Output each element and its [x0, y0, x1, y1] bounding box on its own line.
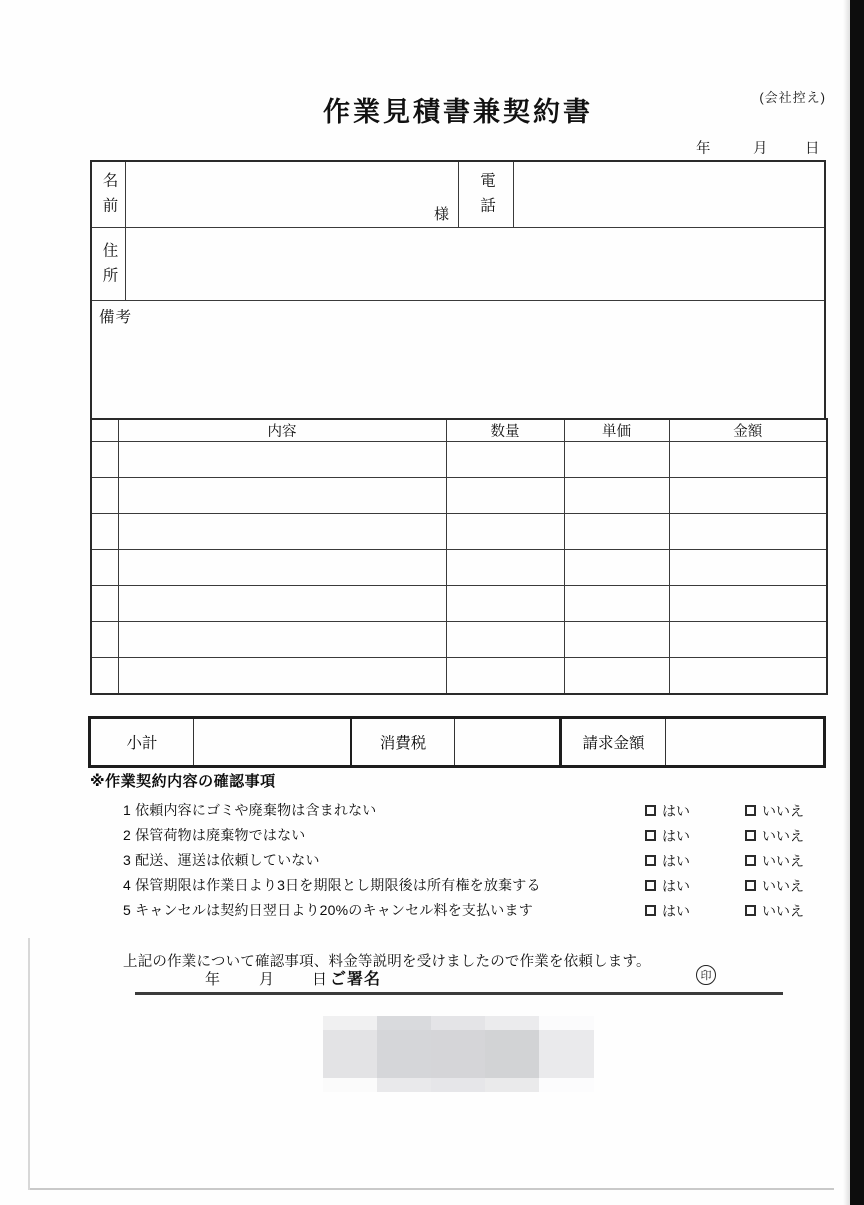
confirmation-item-1: 1 依頼内容にゴミや廃棄物は含まれない: [123, 802, 377, 818]
no-checkbox[interactable]: [745, 830, 756, 841]
yes-label: はい: [662, 852, 690, 869]
address-label-cell: [92, 228, 126, 300]
scan-edge-shadow: [843, 0, 850, 1205]
item-amount-cell[interactable]: [669, 550, 827, 586]
yes-label: はい: [662, 802, 690, 819]
item-content-cell[interactable]: [118, 478, 446, 514]
phone-input[interactable]: [514, 162, 824, 227]
no-checkbox[interactable]: [745, 880, 756, 891]
item-content-cell[interactable]: [118, 622, 446, 658]
name-label: 名前: [100, 172, 118, 223]
item-content-cell[interactable]: [118, 658, 446, 694]
no-checkbox[interactable]: [745, 855, 756, 866]
yes-checkbox[interactable]: [645, 830, 656, 841]
item-row: [91, 586, 827, 622]
item-row: [91, 658, 827, 694]
confirmation-row: [90, 873, 826, 898]
item-amount-cell[interactable]: [669, 586, 827, 622]
header-content: 内容: [118, 419, 446, 442]
form-title: 作業見積書兼契約書: [323, 97, 593, 127]
scan-edge-bottom: [28, 1188, 834, 1190]
item-no-cell[interactable]: [91, 442, 118, 478]
yes-checkbox[interactable]: [645, 855, 656, 866]
confirmation-heading: ※作業契約内容の確認事項: [90, 773, 276, 790]
item-amount-cell[interactable]: [669, 658, 827, 694]
address-row: [92, 228, 824, 301]
item-unit-price-cell[interactable]: [564, 442, 669, 478]
item-quantity-cell[interactable]: [446, 478, 564, 514]
date-year-label: 年: [696, 141, 711, 157]
no-label: いいえ: [762, 802, 804, 819]
date-line: [0, 137, 864, 157]
confirmation-row: [90, 898, 826, 923]
summary-row: [88, 716, 826, 768]
seal-icon: 印: [696, 965, 716, 985]
scan-edge-right: [850, 0, 864, 1205]
item-content-cell[interactable]: [118, 442, 446, 478]
signature-day-label: 日: [312, 971, 328, 988]
item-row: [91, 442, 827, 478]
yes-label: はい: [662, 902, 690, 919]
signature-section: [90, 966, 826, 1006]
item-quantity-cell[interactable]: [446, 514, 564, 550]
no-checkbox[interactable]: [745, 805, 756, 816]
item-unit-price-cell[interactable]: [564, 514, 669, 550]
items-table: [90, 418, 828, 695]
confirmation-item-3: 3 配送、運送は依頼していない: [123, 852, 320, 868]
address-input[interactable]: [126, 228, 824, 300]
item-unit-price-cell[interactable]: [564, 586, 669, 622]
no-label: いいえ: [762, 852, 804, 869]
no-label: いいえ: [762, 827, 804, 844]
item-no-cell[interactable]: [91, 658, 118, 694]
no-label: いいえ: [762, 877, 804, 894]
confirmation-item-2: 2 保管荷物は廃棄物ではない: [123, 827, 306, 843]
item-unit-price-cell[interactable]: [564, 550, 669, 586]
item-no-cell[interactable]: [91, 550, 118, 586]
item-quantity-cell[interactable]: [446, 442, 564, 478]
yes-label: はい: [662, 877, 690, 894]
redacted-blur: [323, 1016, 594, 1092]
item-quantity-cell[interactable]: [446, 550, 564, 586]
header-quantity: 数量: [446, 419, 564, 442]
item-amount-cell[interactable]: [669, 478, 827, 514]
header-unit-price: 単価: [564, 419, 669, 442]
confirmation-item-4: 4 保管期限は作業日より3日を期限とし期限後は所有権を放棄する: [123, 877, 541, 893]
signature-label: ご署名: [330, 971, 382, 988]
no-label: いいえ: [762, 902, 804, 919]
yes-checkbox[interactable]: [645, 905, 656, 916]
items-header-row: [91, 419, 827, 442]
date-month-label: 月: [753, 141, 768, 157]
confirmation-section: [90, 770, 826, 970]
total-label: 請求金額: [562, 719, 666, 765]
notes-input[interactable]: [92, 301, 824, 416]
confirmation-row: [90, 823, 826, 848]
name-input[interactable]: [126, 162, 459, 227]
tax-value[interactable]: [455, 719, 562, 765]
item-row: [91, 478, 827, 514]
item-row: [91, 550, 827, 586]
address-label: 住所: [100, 241, 118, 293]
item-quantity-cell[interactable]: [446, 658, 564, 694]
name-phone-row: [92, 162, 824, 228]
signature-year-label: 年: [205, 971, 221, 988]
item-unit-price-cell[interactable]: [564, 658, 669, 694]
item-amount-cell[interactable]: [669, 622, 827, 658]
honorific-sama: 様: [433, 206, 449, 223]
name-label-cell: [92, 162, 126, 227]
confirmation-item-5: 5 キャンセルは契約日翌日より20%のキャンセル料を支払います: [123, 902, 533, 918]
item-quantity-cell[interactable]: [446, 622, 564, 658]
item-quantity-cell[interactable]: [446, 586, 564, 622]
item-unit-price-cell[interactable]: [564, 478, 669, 514]
item-no-cell[interactable]: [91, 514, 118, 550]
item-no-cell[interactable]: [91, 622, 118, 658]
signature-month-label: 月: [259, 971, 275, 988]
item-content-cell[interactable]: [118, 550, 446, 586]
item-no-cell[interactable]: [91, 586, 118, 622]
item-unit-price-cell[interactable]: [564, 622, 669, 658]
tax-label: 消費税: [352, 719, 455, 765]
item-row: [91, 622, 827, 658]
subtotal-value[interactable]: [194, 719, 352, 765]
scan-edge-left: [28, 938, 30, 1190]
date-day-label: 日: [805, 141, 820, 157]
total-value[interactable]: [666, 719, 823, 765]
item-no-cell[interactable]: [91, 478, 118, 514]
confirmation-closing: 上記の作業について確認事項、料金等説明を受けましたので作業を依頼します。: [123, 954, 651, 970]
customer-info-table: [90, 160, 826, 418]
yes-checkbox[interactable]: [645, 805, 656, 816]
confirmation-row: [90, 848, 826, 873]
yes-label: はい: [662, 827, 690, 844]
notes-label: 備考: [99, 309, 133, 326]
header-blank: [91, 419, 118, 442]
item-content-cell[interactable]: [118, 514, 446, 550]
signature-line[interactable]: [135, 992, 783, 995]
item-amount-cell[interactable]: [669, 514, 827, 550]
item-content-cell[interactable]: [118, 586, 446, 622]
phone-label: 電話: [478, 172, 495, 223]
confirmation-row: [90, 798, 826, 823]
item-row: [91, 514, 827, 550]
copy-note: (会社控え): [759, 90, 826, 105]
yes-checkbox[interactable]: [645, 880, 656, 891]
header-amount: 金額: [669, 419, 827, 442]
subtotal-label: 小計: [91, 719, 194, 765]
no-checkbox[interactable]: [745, 905, 756, 916]
item-amount-cell[interactable]: [669, 442, 827, 478]
phone-label-cell: [459, 162, 514, 227]
